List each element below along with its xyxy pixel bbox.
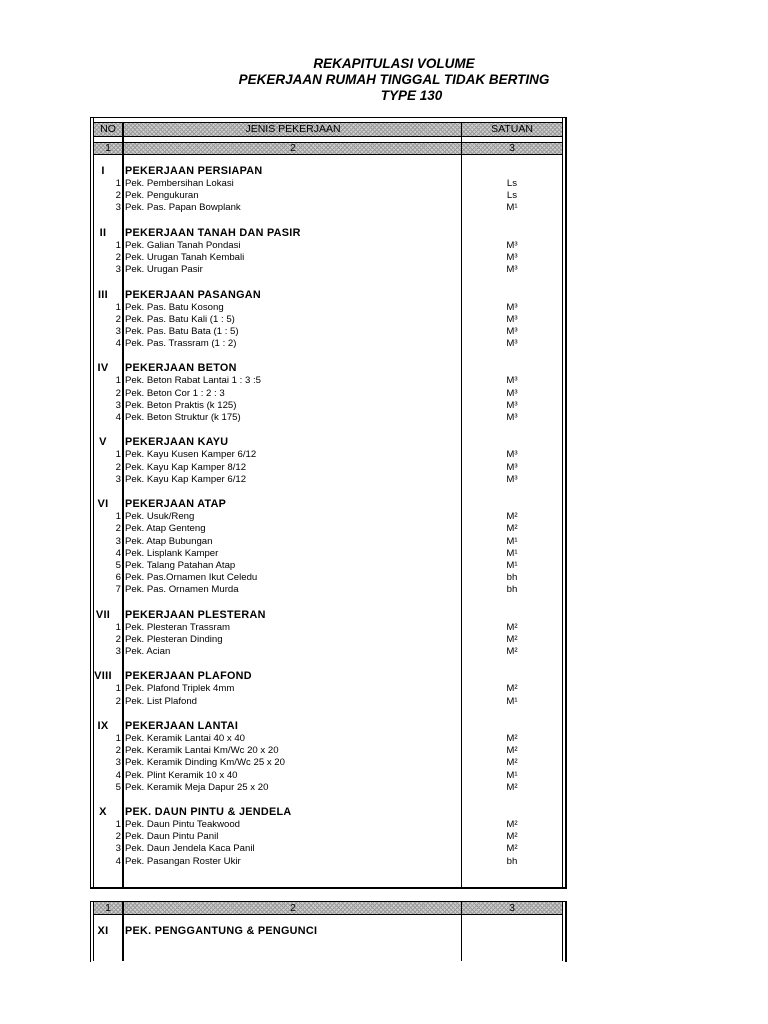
section-number: VI [97,498,109,511]
table-row [90,264,566,276]
title-line-3: TYPE 130 [380,88,443,103]
item-unit: M² [506,683,518,695]
item-number: 4 [115,769,121,781]
table-row [90,375,566,387]
item-description: Pek. Pas. Batu Kali (1 : 5) [125,313,235,325]
item-unit: M³ [506,375,518,387]
item-unit: M³ [506,313,518,325]
item-number: 5 [115,559,121,571]
section-number: XI [97,925,109,937]
item-number: 6 [115,572,121,584]
table-row [90,548,566,560]
item-number: 2 [115,633,121,645]
item-number: 1 [115,375,121,387]
table-row [90,696,566,708]
item-description: Pek. Beton Struktur (k 175) [125,412,241,423]
item-description: Pek. Pas. Batu Kosong [125,301,224,313]
item-unit: M³ [506,399,518,411]
item-unit: M¹ [506,769,518,781]
item-description: Pek. Pas. Batu Bata (1 : 5) [125,325,239,337]
table-row [90,856,566,868]
item-description: Pek. Beton Cor 1 : 2 : 3 [125,387,225,399]
item-unit: M¹ [506,535,518,547]
item-number: 1 [115,449,121,461]
section-title: PEKERJAAN KAYU [125,436,229,449]
cont-idx-2: 2 [290,902,296,914]
item-number: 1 [115,683,121,695]
header-jenis: JENIS PEKERJAAN [245,123,341,135]
item-description: Pek. Beton Praktis (k 125) [125,399,237,411]
table-row [90,474,566,486]
item-number: 2 [115,523,121,535]
item-unit: bh [506,855,518,867]
section-row [90,720,566,733]
item-unit: M² [506,511,518,523]
item-description: Pek. Pas. Ornamen Murda [125,584,239,596]
item-unit: M² [506,831,518,843]
spacer-row [90,708,566,720]
item-number: 4 [115,855,121,867]
section-number: IX [97,719,109,732]
header-index-row-continued [94,901,562,915]
item-unit: M³ [506,387,518,399]
item-description: Pek. Urugan Pasir [125,264,203,276]
item-unit: M³ [506,338,518,350]
item-description: Pek. List Plafond [125,695,197,707]
item-unit: M² [506,757,518,769]
item-number: 3 [115,646,121,657]
section-row [90,609,566,622]
section-row [90,925,566,938]
table-row [90,745,566,757]
table-row [90,511,566,523]
table-row [90,190,566,202]
item-description: Pek. Galian Tanah Pondasi [125,239,241,251]
section-title: PEKERJAAN PLAFOND [125,670,252,683]
header-idx-2: 2 [290,142,296,154]
item-description: Pek. Pas.Ornamen Ikut Celedu [125,572,258,584]
table-row [90,733,566,745]
item-description: Pek. Keramik Lantai 40 x 40 [125,732,245,744]
item-unit: M³ [506,325,518,337]
spacer-row [90,794,566,806]
table-row [90,646,566,658]
item-unit: M² [506,621,518,633]
item-unit: M¹ [506,547,518,559]
item-description: Pek. Daun Pintu Teakwood [125,819,241,831]
table-row [90,388,566,400]
table-row [90,683,566,695]
header-idx-3: 3 [509,142,515,154]
item-description: Pek. Pengukuran [125,190,199,202]
section-number: V [99,436,107,449]
section-title: PEKERJAAN ATAP [125,498,227,511]
item-description: Pek. Pasangan Roster Ukir [125,855,241,867]
item-number: 3 [115,325,121,337]
item-unit: M² [506,781,518,793]
spacer-row [90,215,566,227]
section-title: PEKERJAAN BETON [125,362,237,375]
item-unit: M³ [506,412,518,423]
item-description: Pek. Plint Keramik 10 x 40 [125,769,238,781]
item-unit: M² [506,745,518,757]
item-description: Pek. Kayu Kusen Kamper 6/12 [125,449,257,461]
item-number: 1 [115,178,121,189]
document-title [0,56,768,104]
item-unit: Ls [506,190,518,202]
section-number: X [99,806,107,819]
table-body-continued [90,925,566,938]
item-unit: M² [506,843,518,855]
section-number: II [99,226,107,239]
item-description: Pek. Keramik Dinding Km/Wc 25 x 20 [125,757,285,769]
item-unit: M² [506,646,518,657]
item-number: 2 [115,461,121,473]
item-number: 3 [115,264,121,276]
item-number: 2 [115,831,121,843]
item-description: Pek. Kayu Kap Kamper 8/12 [125,461,247,473]
section-row [90,165,566,178]
table-row [90,536,566,548]
table-row [90,326,566,338]
item-unit: M¹ [506,695,518,707]
table-row [90,572,566,584]
volume-table [90,117,566,889]
volume-table-continued [90,901,566,961]
spacer-row [90,486,566,498]
table-row [90,449,566,461]
cont-idx-3: 3 [509,902,515,914]
item-number: 1 [115,301,121,313]
table-row [90,202,566,214]
item-unit: M¹ [506,559,518,571]
section-number: III [97,288,109,301]
item-description: Pek. Atap Genteng [125,523,206,535]
item-description: Pek. Beton Rabat Lantai 1 : 3 :5 [125,375,262,387]
section-row [90,498,566,511]
section-number: VIII [94,670,112,683]
item-description: Pek. Plesteran Trassram [125,621,231,633]
table-row [90,314,566,326]
item-description: Pek. Plafond Triplek 4mm [125,683,235,695]
item-unit: M² [506,732,518,744]
item-number: 2 [115,190,121,202]
item-number: 2 [115,313,121,325]
table-row [90,252,566,264]
item-description: Pek. Talang Patahan Atap [125,559,236,571]
item-unit: M³ [506,473,518,485]
item-number: 2 [115,695,121,707]
item-description: Pek. Atap Bubungan [125,535,213,547]
item-description: Pek. Lisplank Kamper [125,547,219,559]
item-description: Pek. Keramik Meja Dapur 25 x 20 [125,781,269,793]
header-index-row [94,142,562,155]
item-description: Pek. Daun Pintu Panil [125,831,219,843]
spacer-row [90,596,566,608]
item-number: 3 [115,473,121,485]
item-number: 5 [115,781,121,793]
item-number: 1 [115,819,121,831]
section-title: PEKERJAAN PERSIAPAN [125,165,263,177]
item-description: Pek. Keramik Lantai Km/Wc 20 x 20 [125,745,279,757]
section-row [90,436,566,449]
table-row [90,178,566,190]
section-row [90,227,566,240]
table-row [90,819,566,831]
spacer-row [90,350,566,362]
header-satuan: SATUAN [491,123,533,135]
table-row [90,240,566,252]
table-row [90,831,566,843]
table-row [90,634,566,646]
item-unit: bh [506,572,518,584]
item-unit: bh [506,584,518,596]
item-unit: M³ [506,264,518,276]
spacer-row [90,658,566,670]
item-number: 3 [115,202,121,214]
item-number: 4 [115,412,121,423]
item-number: 7 [115,584,121,596]
item-number: 2 [115,745,121,757]
header-no: NO [100,123,116,135]
item-unit: M³ [506,449,518,461]
item-number: 4 [115,338,121,350]
header-row [94,122,562,137]
section-title: PEK. PENGGANTUNG & PENGUNCI [125,925,318,937]
table-row [90,338,566,350]
title-line-1: REKAPITULASI VOLUME [313,56,475,71]
table-row [90,622,566,634]
item-unit: M³ [506,301,518,313]
item-description: Pek. Pas. Papan Bowplank [125,202,241,214]
table-row [90,400,566,412]
table-row [90,757,566,769]
cont-idx-1: 1 [105,902,111,914]
title-line-2: PEKERJAAN RUMAH TINGGAL TIDAK BERTING [238,72,550,87]
item-number: 1 [115,511,121,523]
section-title: PEK. DAUN PINTU & JENDELA [125,806,292,819]
section-number: I [101,165,105,177]
section-number: VII [95,608,111,621]
item-unit: M¹ [506,202,518,214]
item-number: 4 [115,547,121,559]
spacer-row [90,424,566,436]
section-number: IV [97,362,109,375]
item-unit: M² [506,819,518,831]
section-row [90,670,566,683]
item-number: 3 [115,843,121,855]
section-row [90,362,566,375]
section-title: PEKERJAAN LANTAI [125,719,239,732]
item-unit: M³ [506,239,518,251]
table-row [90,782,566,794]
item-description: Pek. Pas. Trassram (1 : 2) [125,338,237,350]
section-row [90,806,566,819]
table-row [90,584,566,596]
item-description: Pek. Kayu Kap Kamper 6/12 [125,473,247,485]
item-number: 3 [115,535,121,547]
table-row [90,412,566,424]
header-idx-1: 1 [105,142,111,154]
item-number: 3 [115,757,121,769]
item-unit: M³ [506,251,518,263]
item-description: Pek. Pembersihan Lokasi [125,178,234,189]
item-unit: M³ [506,461,518,473]
table-row [90,843,566,855]
table-row [90,302,566,314]
section-title: PEKERJAAN PLESTERAN [125,608,266,621]
item-number: 1 [115,732,121,744]
item-unit: M² [506,523,518,535]
item-description: Pek. Urugan Tanah Kembali [125,251,245,263]
section-row [90,289,566,302]
spacer-row [90,276,566,288]
section-title: PEKERJAAN PASANGAN [125,288,261,301]
item-number: 2 [115,387,121,399]
item-unit: M² [506,633,518,645]
item-number: 1 [115,239,121,251]
table-row [90,462,566,474]
item-description: Pek. Acian [125,646,171,657]
item-number: 2 [115,251,121,263]
table-row [90,560,566,572]
item-number: 3 [115,399,121,411]
table-row [90,523,566,535]
section-title: PEKERJAAN TANAH DAN PASIR [125,226,301,239]
table-body [90,163,566,868]
table-row [90,770,566,782]
item-unit: Ls [506,178,518,189]
item-description: Pek. Daun Jendela Kaca Panil [125,843,255,855]
item-description: Pek. Plesteran Dinding [125,633,223,645]
item-description: Pek. Usuk/Reng [125,511,195,523]
item-number: 1 [115,621,121,633]
